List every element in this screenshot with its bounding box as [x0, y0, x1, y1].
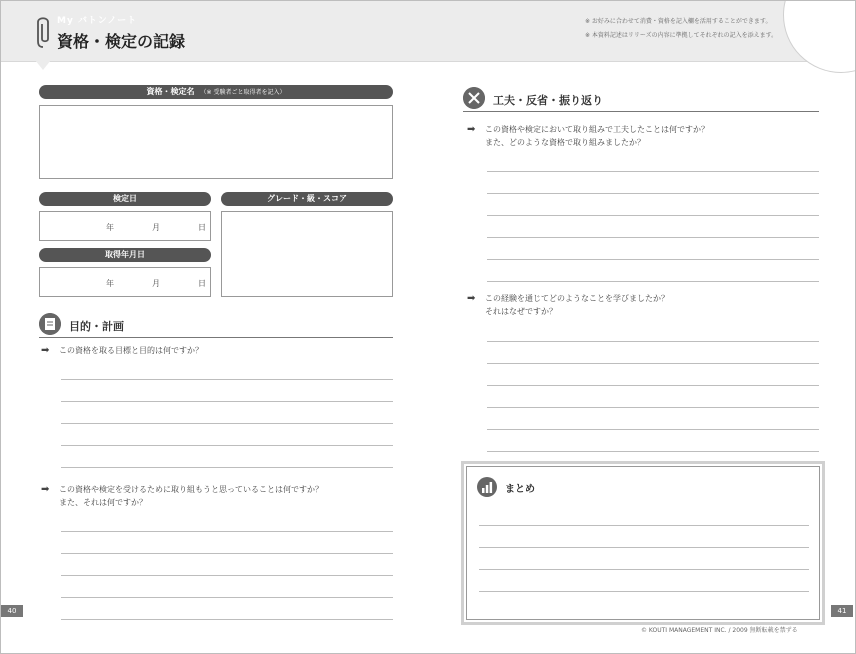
answer-line[interactable] — [487, 363, 819, 364]
question-text-cont: また、それは何ですか？ — [59, 498, 147, 507]
plan-section-header — [39, 313, 393, 338]
arrow-right-icon: ➡ — [467, 293, 476, 304]
answer-line[interactable] — [487, 193, 819, 194]
copyright-text: © KOUTI MANAGEMENT INC. / 2009 無断転載を禁ずる — [641, 627, 798, 634]
qualification-name-label — [39, 85, 393, 99]
answer-line[interactable] — [61, 379, 393, 380]
qualification-name-field[interactable] — [39, 105, 393, 179]
question-text: この資格や検定を受けるために取り組もうと思っていることは何ですか？ — [59, 485, 323, 494]
notebook-label: My バトンノート — [57, 16, 138, 26]
reflection-question-2 — [467, 292, 817, 320]
answer-line[interactable] — [487, 385, 819, 386]
answer-line[interactable] — [487, 171, 819, 172]
paperclip-icon — [37, 15, 49, 49]
page-number-right: 41 — [831, 605, 853, 617]
page-number-left: 40 — [1, 605, 23, 617]
arrow-right-icon: ➡ — [41, 345, 50, 356]
month-unit: 月 — [152, 279, 160, 288]
plan-question-1 — [41, 344, 391, 358]
answer-line[interactable] — [487, 451, 819, 452]
circle-decoration — [783, 0, 856, 73]
qualification-name-hint: （※ 受験者ごと取得者を記入） — [200, 89, 286, 96]
month-unit: 月 — [152, 223, 160, 232]
arrow-right-icon: ➡ — [467, 124, 476, 135]
header-note: ※ お好みに合わせて消費・資格を記入欄を活用することができます。 — [585, 18, 772, 25]
answer-line[interactable] — [61, 597, 393, 598]
year-unit: 年 — [106, 279, 114, 288]
cert-date-label: 取得年月日 — [39, 248, 211, 262]
cert-date-field[interactable] — [39, 267, 211, 297]
question-text: この資格や検定において取り組みで工夫したことは何ですか？ — [485, 125, 709, 134]
header-notes — [585, 15, 777, 43]
grade-label: グレード・級・スコア — [221, 192, 393, 206]
notepad-icon — [39, 313, 61, 335]
plan-section-title: 目的・計画 — [69, 320, 124, 333]
question-text: この経験を通じてどのようなことを学びましたか？ — [485, 294, 669, 303]
pencil-cross-icon — [463, 87, 485, 109]
answer-line[interactable] — [487, 215, 819, 216]
grade-field[interactable] — [221, 211, 393, 297]
reflection-section-header — [463, 87, 819, 112]
answer-line[interactable] — [487, 407, 819, 408]
answer-line[interactable] — [487, 341, 819, 342]
answer-line[interactable] — [479, 569, 809, 570]
exam-date-label: 検定日 — [39, 192, 211, 206]
answer-line[interactable] — [61, 531, 393, 532]
answer-line[interactable] — [61, 575, 393, 576]
arrow-right-icon: ➡ — [41, 484, 50, 495]
answer-line[interactable] — [61, 423, 393, 424]
header-note: ※ 本資料記述はリリーズの内容に準拠してそれぞれの記入を添えます。 — [585, 32, 778, 39]
header-notch — [35, 60, 51, 70]
answer-line[interactable] — [61, 553, 393, 554]
answer-line[interactable] — [479, 525, 809, 526]
exam-date-field[interactable] — [39, 211, 211, 241]
summary-inner — [466, 466, 820, 620]
reflection-question-1 — [467, 123, 817, 151]
question-text-cont: また、どのような資格で取り組みましたか？ — [485, 138, 645, 147]
summary-title: まとめ — [505, 484, 535, 495]
page-title: 資格・検定の記録 — [57, 32, 186, 51]
question-text-cont: それはなぜですか？ — [485, 307, 557, 316]
question-text: この資格を取る目標と目的は何ですか？ — [59, 346, 203, 355]
answer-line[interactable] — [487, 237, 819, 238]
answer-line[interactable] — [487, 281, 819, 282]
answer-line[interactable] — [487, 429, 819, 430]
day-unit: 日 — [198, 223, 206, 232]
year-unit: 年 — [106, 223, 114, 232]
answer-line[interactable] — [487, 259, 819, 260]
answer-line[interactable] — [61, 401, 393, 402]
summary-box — [461, 461, 825, 625]
plan-question-2 — [41, 483, 391, 511]
page-header — [1, 1, 855, 62]
answer-line[interactable] — [479, 591, 809, 592]
qualification-name-title: 資格・検定名 — [146, 87, 195, 96]
answer-line[interactable] — [61, 619, 393, 620]
reflection-section-title: 工夫・反省・振り返り — [493, 94, 603, 107]
answer-line[interactable] — [479, 547, 809, 548]
chart-icon — [477, 477, 497, 497]
answer-line[interactable] — [61, 445, 393, 446]
answer-line[interactable] — [61, 467, 393, 468]
day-unit: 日 — [198, 279, 206, 288]
